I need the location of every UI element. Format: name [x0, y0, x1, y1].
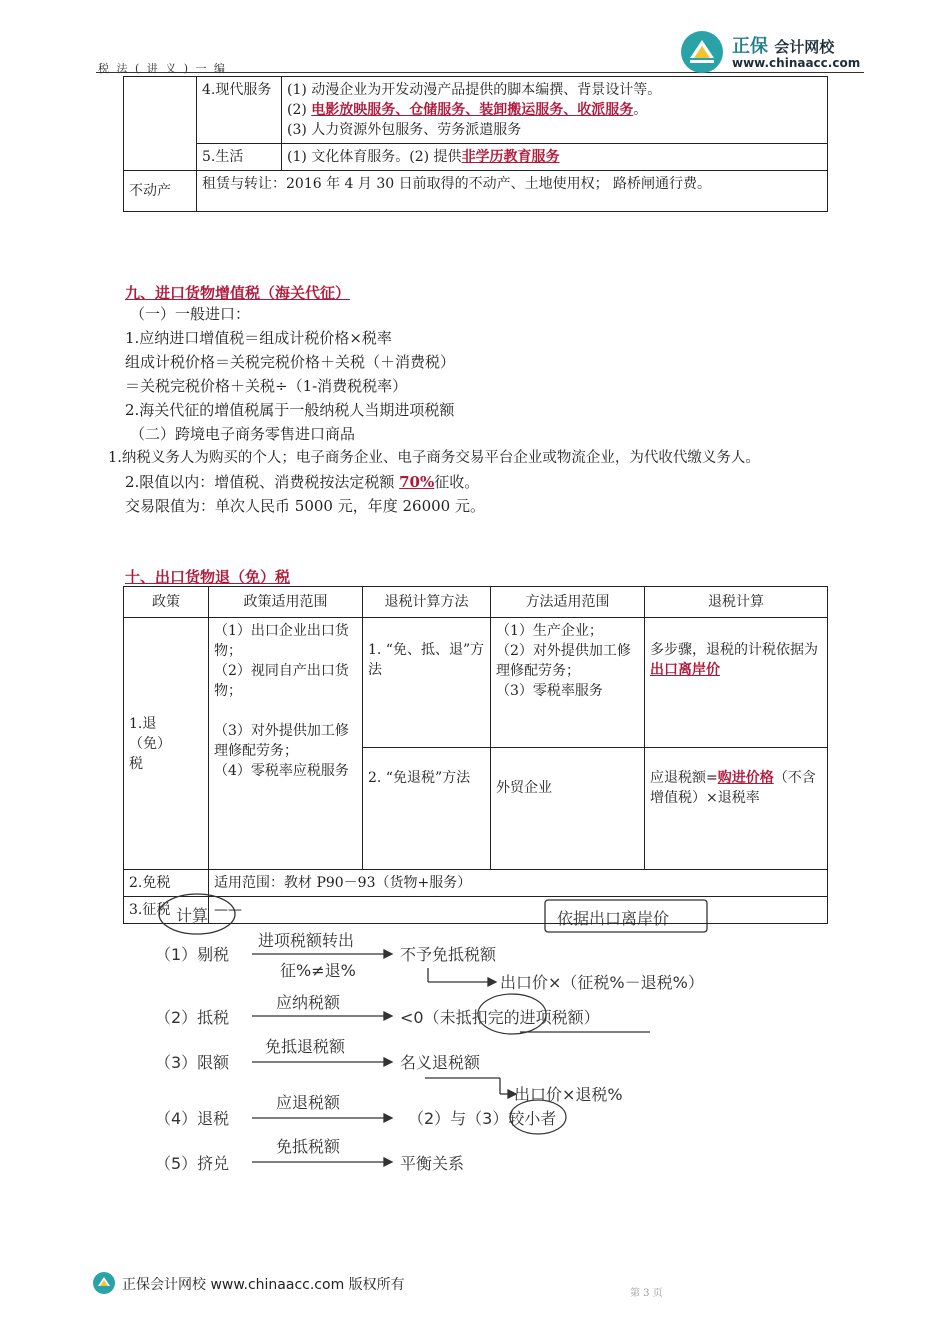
- hw-row4-label: （4）退税: [155, 1109, 230, 1128]
- s9-line-2: 1.应纳进口增值税＝组成计税价格×税率: [125, 329, 392, 347]
- s9-line-3: 组成计税价格＝关税完税价格＋关税（＋消费税）: [125, 353, 456, 371]
- hw-row2-label: （2）抵税: [155, 1008, 230, 1027]
- exempt-scope: 适用范围：教材 P90－93（货物+服务）: [209, 870, 828, 897]
- method-1-calc: 多步骤，退税的计税依据为出口离岸价: [645, 618, 828, 748]
- s9-line-5: 2.海关代征的增值税属于一般纳税人当期进项税额: [125, 401, 455, 419]
- s9-line-7: 1.纳税义务人为购买的个人；电子商务企业、电子商务交易平台企业或物流企业，为代收代缴义务人。: [108, 450, 760, 466]
- section-9-title: 九、进口货物增值税（海关代征）: [125, 284, 351, 302]
- levy-scope: ——: [209, 897, 828, 924]
- method-2: 2. “免退税”方法: [363, 748, 491, 870]
- hw-row1-over: 进项税额转出: [258, 931, 355, 950]
- hw-row4-result: （2）与（3）较小者: [408, 1109, 557, 1128]
- s9-limit: 2.限值以内：增值税、消费税按法定税额 70%征收。: [125, 473, 480, 491]
- s9-limit-line: 交易限值为：单次人民币 5000 元，年度 26000 元。: [125, 497, 485, 515]
- hw-row2-over: 应纳税额: [276, 993, 341, 1012]
- footer: [92, 1268, 492, 1298]
- category-realestate: 不动产: [124, 171, 197, 212]
- hw-row4-over: 应退税额: [276, 1093, 341, 1112]
- col-scope: 政策适用范围: [209, 587, 363, 618]
- section-10-title: 十、出口货物退（免）税: [125, 568, 291, 586]
- logo-name: 正保 会计网校: [732, 36, 835, 57]
- page-number: 第 3 页: [630, 1288, 663, 1299]
- hw-basis: 依据出口离岸价: [557, 909, 670, 928]
- method-1-scope: （1）生产企业； （2）对外提供加工修理修配劳务； （3）零税率服务: [491, 618, 645, 748]
- hw-row5-label: （5）挤兑: [155, 1154, 230, 1173]
- hw-calc: 计算: [176, 906, 209, 925]
- footer-logo-icon: [92, 1271, 116, 1295]
- col-method: 退税计算方法: [363, 587, 491, 618]
- footer-copyright: 正保会计网校 www.chinaacc.com 版权所有: [122, 1277, 405, 1293]
- s9-line-4: ＝关税完税价格＋关税÷（1-消费税税率）: [125, 377, 408, 395]
- hw-row5-result: 平衡关系: [400, 1154, 465, 1173]
- hw-row5-over: 免抵税额: [276, 1137, 341, 1156]
- modern-line-2: (2) 电影放映服务、仓储服务、装卸搬运服务、收派服务。: [287, 102, 648, 118]
- category-life: 5.生活: [197, 144, 282, 171]
- hw-sub3: 出口价×退税%: [514, 1085, 623, 1104]
- realestate-detail: 租赁与转让：2016 年 4 月 30 日前取得的不动产、土地使用权； 路桥闸通行费。: [197, 171, 828, 212]
- hw-row3-label: （3）限额: [155, 1053, 230, 1072]
- hw-row1-label: （1）剔税: [155, 945, 230, 964]
- logo-url: www.chinaacc.com: [732, 56, 861, 70]
- modern-line-3: (3) 人力资源外包服务、劳务派遣服务: [287, 122, 522, 138]
- hw-row3-over: 免抵退税额: [265, 1037, 346, 1056]
- col-calc: 退税计算: [645, 587, 828, 618]
- hw-row1-under: 征%≠退%: [280, 961, 356, 980]
- method-2-scope: 外贸企业: [491, 748, 645, 870]
- exempt-policy: 2.免税: [124, 870, 209, 897]
- col-policy: 政策: [124, 587, 209, 618]
- method-2-calc: 应退税额=购进价格（不含增值税）×退税率: [645, 748, 828, 870]
- hw-row3-result: 名义退税额: [400, 1053, 481, 1072]
- levy-policy: 3.征税: [124, 897, 209, 924]
- s9-line-1: （一）一般进口：: [130, 305, 251, 323]
- category-modern: 4.现代服务: [197, 77, 282, 144]
- refund-policy: 1.退（免）税: [124, 618, 209, 870]
- modern-line-1: (1) 动漫企业为开发动漫产品提供的脚本编撰、背景设计等。: [287, 82, 662, 98]
- col-method-scope: 方法适用范围: [491, 587, 645, 618]
- hw-row2-result: <0（未抵扣完的进项税额）: [400, 1008, 600, 1027]
- s9-line-6: （二）跨境电子商务零售进口商品: [130, 425, 356, 443]
- method-1: 1. “免、抵、退”方法: [363, 618, 491, 748]
- refund-scope: （1）出口企业出口货物； （2）视同自产出口货物； （3）对外提供加工修理修配劳务； （4）零税率应税服务: [209, 618, 363, 870]
- hw-row1-result: 不予免抵税额: [400, 945, 497, 964]
- header-scribble: 税 法 ( 讲 义 ) 一 编: [98, 62, 228, 75]
- life-detail: (1) 文化体育服务。(2) 提供非学历教育服务: [282, 144, 828, 171]
- hw-sub1: 出口价×（征税%－退税%）: [500, 973, 704, 992]
